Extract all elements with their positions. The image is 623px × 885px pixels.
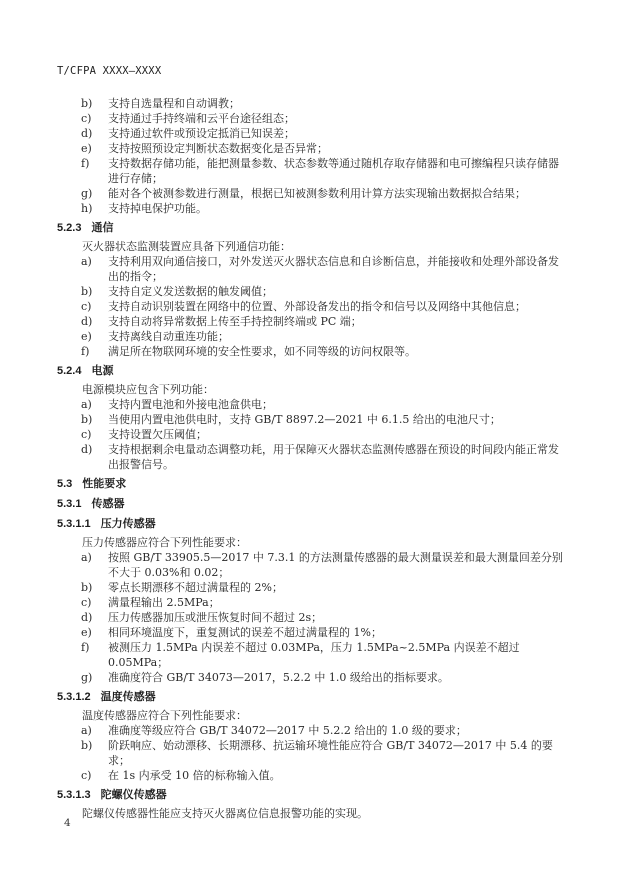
list-item-text: 支持离线自动重连功能；	[108, 330, 229, 343]
paragraph: 陀螺仪传感器性能应支持灭火器离位信息报警功能的实现。	[82, 807, 368, 820]
list-item	[57, 126, 566, 141]
section-heading	[57, 788, 566, 803]
list-item-label: e)	[81, 626, 92, 639]
list-item	[57, 580, 566, 595]
list-item-label: b)	[81, 413, 93, 426]
list-item-label: c)	[81, 769, 92, 782]
requirement-list	[57, 397, 566, 472]
list-item-text: 零点长期漂移不超过满量程的 2%；	[108, 581, 283, 594]
list-item-label: b)	[81, 97, 93, 110]
list-item	[57, 640, 566, 670]
list-item-text: 支持自定义发送数据的触发阈值；	[108, 285, 273, 298]
list-item-text: 支持自动将异常数据上传至手持控制终端或 PC 端；	[108, 315, 362, 328]
paragraph: 电源模块应包含下列功能：	[82, 383, 214, 396]
requirement-list	[57, 96, 566, 216]
list-item-text: 准确度符合 GB/T 34073—2017，5.2.2 中 1.0 级给出的指标要求。	[108, 671, 449, 684]
list-item	[57, 201, 566, 216]
section-heading	[57, 221, 566, 236]
list-item-text: 压力传感器加压或泄压恢复时间不超过 2s；	[108, 611, 323, 624]
section-number: 5.2.4	[57, 365, 82, 377]
list-item	[57, 111, 566, 126]
list-item-label: g)	[81, 671, 93, 684]
requirement-list	[57, 723, 566, 783]
list-item-label: e)	[81, 330, 92, 343]
list-item-text: 支持内置电池和外接电池盒供电；	[108, 398, 273, 411]
section-title: 压力传感器	[100, 518, 156, 530]
list-item-label: d)	[81, 611, 93, 624]
list-item	[57, 625, 566, 640]
list-item	[57, 768, 566, 783]
section-heading	[57, 364, 566, 379]
list-item-text: 支持设置欠压阈值；	[108, 428, 207, 441]
list-item-text: 被测压力 1.5MPa 内误差不超过 0.03MPa，压力 1.5MPa~2.5MPa 内误差不超过 0.05MPa；	[108, 641, 520, 669]
list-item-label: f)	[81, 345, 90, 358]
paragraph: 压力传感器应符合下列性能要求：	[82, 536, 247, 549]
list-item-text: 能对各个被测参数进行测量，根据已知被测参数利用计算方法实现输出数据拟合结果；	[108, 187, 526, 200]
list-item-text: 准确度等级应符合 GB/T 34072—2017 中 5.2.2 给出的 1.0 级的要求；	[108, 724, 467, 737]
list-item-text: 在 1s 内承受 10 倍的标称输入值。	[108, 769, 281, 782]
list-item-label: c)	[81, 300, 92, 313]
list-item	[57, 156, 566, 186]
section-title: 陀螺仪传感器	[100, 789, 167, 801]
list-item	[57, 397, 566, 412]
list-item-text: 相同环境温度下，重复测试的误差不超过满量程的 1%；	[108, 626, 382, 639]
list-item	[57, 329, 566, 344]
list-item-label: c)	[81, 112, 92, 125]
list-item	[57, 442, 566, 472]
list-item-text: 支持通过软件或预设定抵消已知误差；	[108, 127, 295, 140]
section-number: 5.2.3	[57, 222, 82, 234]
list-item	[57, 344, 566, 359]
list-item-label: d)	[81, 443, 93, 456]
section-title: 温度传感器	[100, 691, 156, 703]
list-item	[57, 595, 566, 610]
doc-code-header: T/CFPA XXXX—XXXX	[57, 65, 162, 77]
list-item-text: 支持按照预设定判断状态数据变化是否异常；	[108, 142, 328, 155]
list-item	[57, 96, 566, 111]
list-item-text: 支持利用双向通信接口，对外发送灭火器状态信息和自诊断信息，并能接收和处理外部设备发出的指令；	[108, 255, 559, 283]
document-content	[57, 96, 566, 821]
list-item-text: 支持自动识别装置在网络中的位置、外部设备发出的指令和信号以及网络中其他信息；	[108, 300, 526, 313]
list-item-text: 满量程输出 2.5MPa；	[108, 596, 220, 609]
section-number: 5.3.1.2	[57, 691, 91, 703]
list-item-label: b)	[81, 285, 93, 298]
requirement-list	[57, 550, 566, 685]
section-number: 5.3	[57, 478, 73, 490]
paragraph: 温度传感器应符合下列性能要求：	[82, 709, 247, 722]
list-item-label: a)	[81, 551, 92, 564]
section-number: 5.3.1.3	[57, 789, 91, 801]
list-item	[57, 427, 566, 442]
list-item-label: e)	[81, 142, 92, 155]
list-item-text: 当使用内置电池供电时，支持 GB/T 8897.2—2021 中 6.1.5 给出的电池尺寸；	[108, 413, 501, 426]
list-item-label: d)	[81, 127, 93, 140]
list-item	[57, 314, 566, 329]
list-item	[57, 141, 566, 156]
list-item-label: b)	[81, 581, 93, 594]
list-item	[57, 284, 566, 299]
list-item-label: a)	[81, 255, 92, 268]
list-item-label: a)	[81, 398, 92, 411]
list-item-text: 按照 GB/T 33905.5—2017 中 7.3.1 的方法测量传感器的最大测量误差和最大测量回差分别不大于 0.03%和 0.02；	[108, 551, 563, 579]
list-item-label: c)	[81, 596, 92, 609]
list-item-label: g)	[81, 187, 93, 200]
page-number: 4	[64, 817, 71, 829]
section-heading	[57, 517, 566, 532]
list-item-label: c)	[81, 428, 92, 441]
section-heading	[57, 477, 566, 492]
paragraph: 灭火器状态监测装置应具备下列通信功能：	[82, 240, 291, 253]
list-item-label: a)	[81, 724, 92, 737]
list-item-label: f)	[81, 641, 90, 654]
list-item	[57, 670, 566, 685]
section-title: 通信	[91, 222, 114, 234]
list-item-text: 阶跃响应、始动漂移、长期漂移、抗运输环境性能应符合 GB/T 34072—2017 中 5.4 的要求；	[108, 739, 553, 767]
section-heading	[57, 497, 566, 512]
list-item	[57, 738, 566, 768]
section-number: 5.3.1.1	[57, 518, 91, 530]
list-item-text: 支持根据剩余电量动态调整功耗，用于保障灭火器状态监测传感器在预设的时间段内能正常发出报警信号。	[108, 443, 559, 471]
list-item	[57, 254, 566, 284]
section-title: 传感器	[91, 498, 125, 510]
list-item	[57, 610, 566, 625]
list-item-label: h)	[81, 202, 93, 215]
list-item-text: 支持自选量程和自动调教；	[108, 97, 240, 110]
list-item	[57, 299, 566, 314]
section-number: 5.3.1	[57, 498, 82, 510]
list-item-label: f)	[81, 157, 90, 170]
list-item-label: b)	[81, 739, 93, 752]
list-item-label: d)	[81, 315, 93, 328]
list-item	[57, 412, 566, 427]
list-item-text: 支持数据存储功能，能把测量参数、状态参数等通过随机存取存储器和电可擦编程只读存储器进行存储；	[108, 157, 559, 185]
list-item-text: 满足所在物联网环境的安全性要求，如不同等级的访问权限等。	[108, 345, 416, 358]
requirement-list	[57, 254, 566, 359]
list-item-text: 支持掉电保护功能。	[108, 202, 207, 215]
list-item	[57, 186, 566, 201]
list-item	[57, 723, 566, 738]
section-title: 电源	[91, 365, 114, 377]
section-heading	[57, 690, 566, 705]
list-item	[57, 550, 566, 580]
list-item-text: 支持通过手持终端和云平台途径组态；	[108, 112, 295, 125]
section-title: 性能要求	[82, 478, 127, 490]
